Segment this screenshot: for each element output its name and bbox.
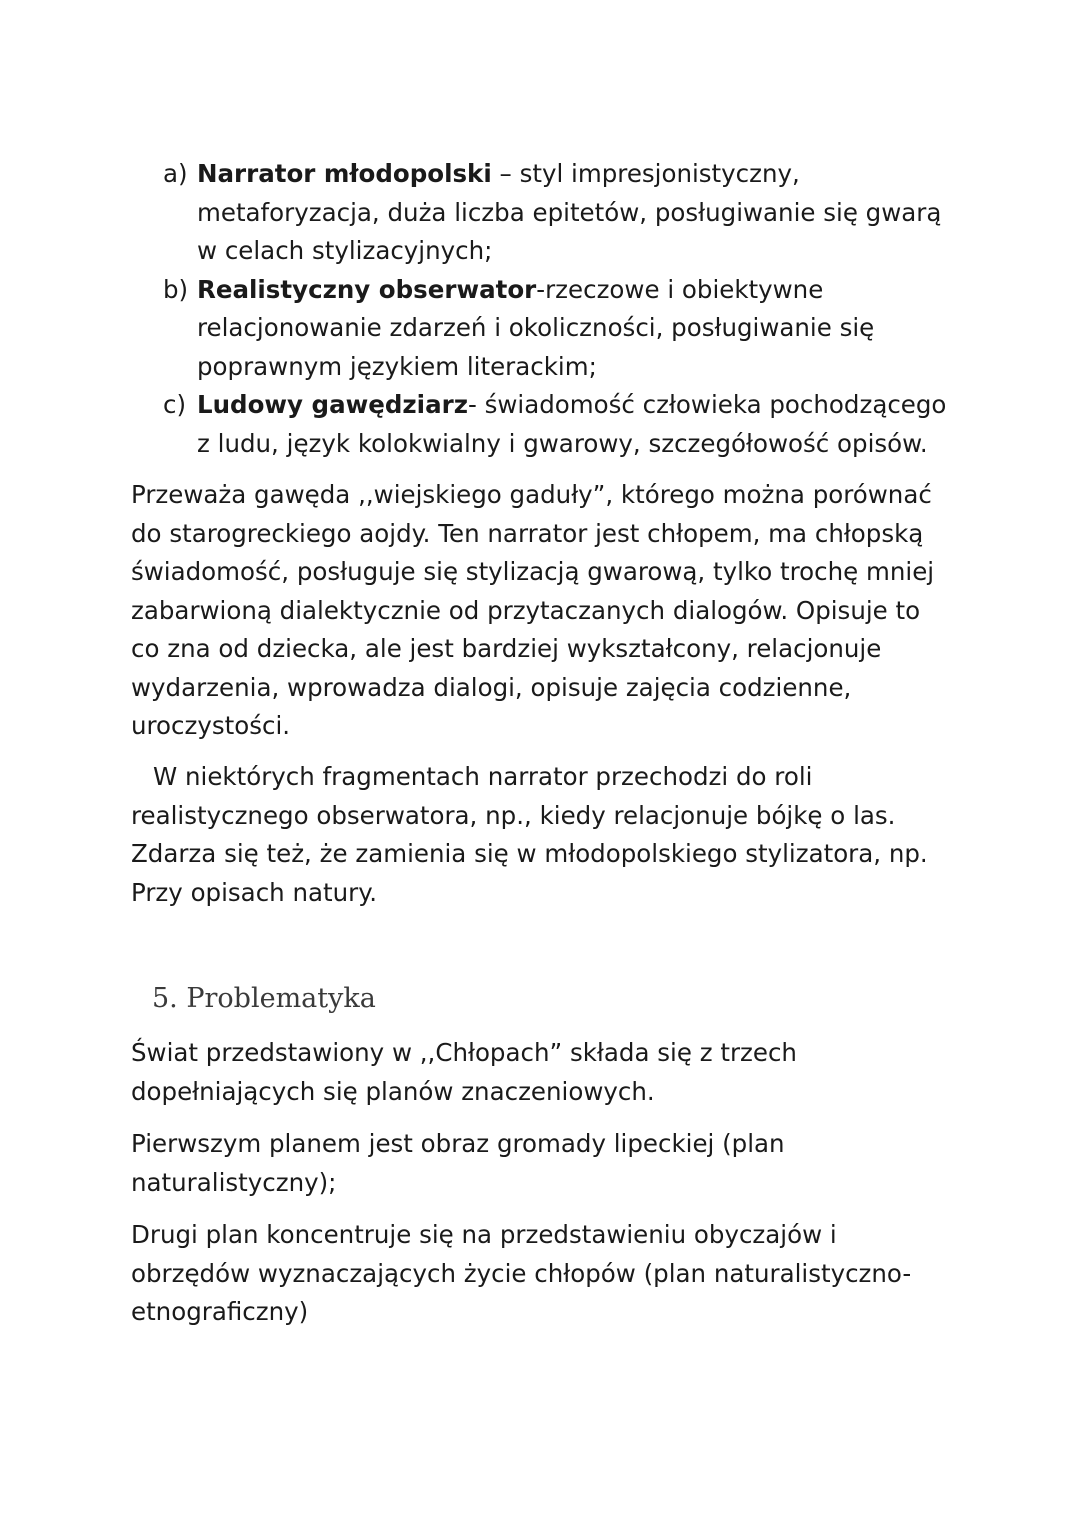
section-heading: 5. Problematyka [152,983,376,1014]
list-item-description: - świadomość człowieka pochodzącego z ludu, język kolokwialny i gwarowy, szczegółowość opisów. [197,390,947,458]
narrator-types-list [163,155,953,463]
paragraph-swiat: Świat przedstawiony w ,,Chłopach” składa się z trzech dopełniających się planów znaczeniowych. [131,1038,797,1106]
list-item-term: Narrator młodopolski [197,159,492,188]
list-item-term: Realistyczny obserwator [197,274,537,304]
paragraph-fragmenty: W niektórych fragmentach narrator przechodzi do roli realistycznego obserwatora, np., kiedy relacjonuje bójkę o las. Zdarza się też, że zamienia się w młodopolskiego stylizatora, np. Przy opisach natury. [131,762,928,907]
paragraph-gaweda: Przeważa gawęda ,,wiejskiego gaduły”, którego można porównać do starogreckiego aojdy. Ten narrator jest chłopem, ma chłopską świadomość, posługuje się stylizacją gwarową, tylko trochę mniej zabarwioną dialektycznie od przytaczanych dialogów. Opisuje to co zna od dziecka, ale jest bardziej wykształcony, relacjonuje wydarzenia, wprowadza dialogi, opisuje zajęcia codzienne, uroczystości. [131,480,935,740]
list-item-description: – styl impresjonistyczny, metaforyzacja, duża liczba epitetów, posługiwanie się gwarą w celach stylizacyjnych; [197,159,942,265]
list-item [163,271,953,387]
list-item [163,386,953,463]
paragraph-drugi-plan: Drugi plan koncentruje się na przedstawieniu obyczajów i obrzędów wyznaczających życie chłopów (plan naturalistyczno-etnograficzny) [131,1220,912,1326]
list-item-description: -rzeczowe i obiektywne relacjonowanie zdarzeń i okoliczności, posługiwanie się poprawnym językiem literackim; [197,274,875,381]
list-marker: b) [163,274,189,304]
list-item [163,155,953,271]
list-marker: a) [163,159,188,188]
paragraph-pierwszy-plan: Pierwszym planem jest obraz gromady lipeckiej (plan naturalistyczny); [131,1129,785,1197]
list-marker: c) [163,390,187,419]
list-item-term: Ludowy gawędziarz [197,390,468,419]
